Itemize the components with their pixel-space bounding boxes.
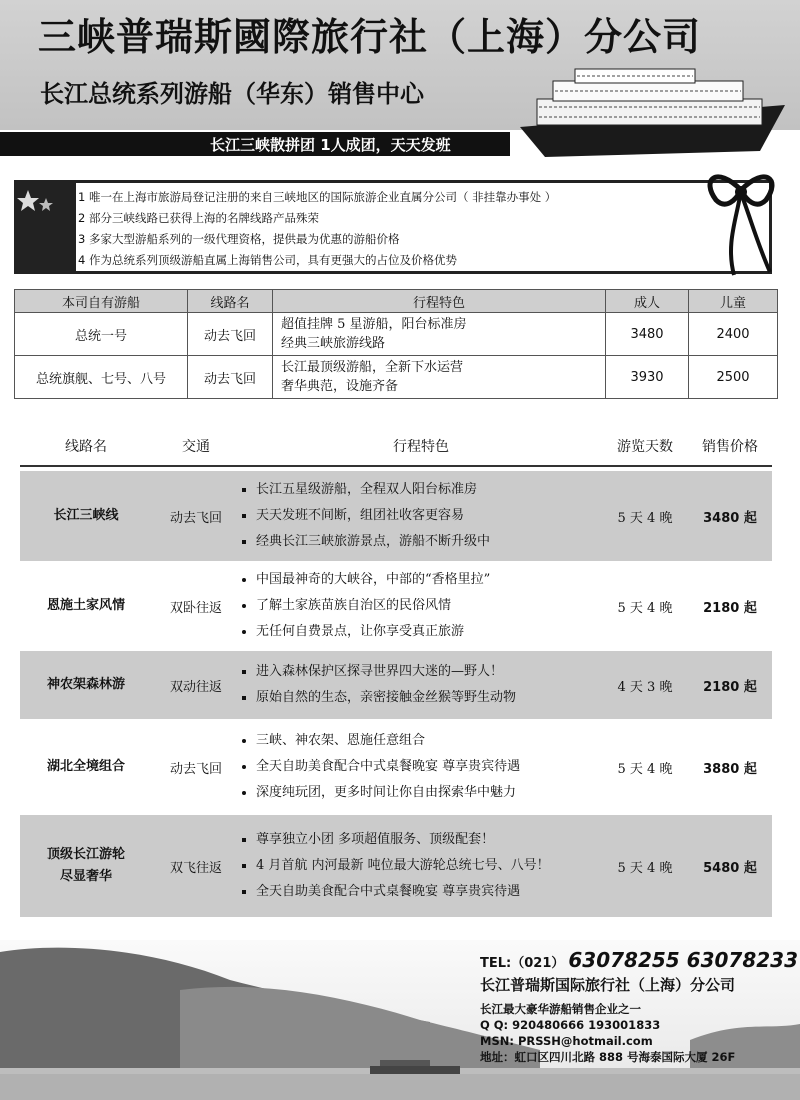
tour-days: 5 天 4 晚 bbox=[617, 600, 673, 616]
features-cell bbox=[273, 313, 606, 356]
sale-price: 2180 起 bbox=[688, 651, 772, 719]
slogan-text: 长江三峡散拼团 1人成团，天天发班 bbox=[210, 136, 451, 154]
ship-price-table bbox=[14, 289, 778, 399]
feature-line: 超值挂牌 5 星游船，阳台标准房 bbox=[281, 317, 467, 332]
column-header: 儿童 bbox=[689, 290, 778, 313]
star-icon bbox=[16, 188, 56, 218]
adult-price: 3930 bbox=[606, 356, 689, 399]
cruise-ship-icon bbox=[515, 65, 790, 160]
company-name: 长江普瑞斯国际旅行社（上海）分公司 bbox=[480, 976, 736, 994]
feature-item: ▪ 尊享独立小团 多项超值服务、顶级配套！ bbox=[256, 827, 602, 853]
feature-item: ▪ 长江五星级游船，全程双人阳台标准房 bbox=[256, 477, 602, 503]
column-header: 成人 bbox=[606, 290, 689, 313]
features-cell bbox=[240, 471, 602, 561]
slogan-bar bbox=[0, 132, 510, 156]
feature-item: ▪ 4 月首航 内河最新 吨位最大游轮总统七号、八号！ bbox=[256, 853, 602, 879]
table-row bbox=[15, 356, 778, 399]
features-cell bbox=[273, 356, 606, 399]
table-header-row bbox=[20, 427, 772, 466]
table-row bbox=[20, 815, 772, 917]
feature-item: ▪ 原始自然的生态，亲密接触金丝猴等野生动物 bbox=[256, 685, 602, 711]
features-cell bbox=[240, 565, 602, 647]
tel-numbers: 63078255 63078233 bbox=[568, 948, 798, 972]
child-price: 2500 bbox=[689, 356, 778, 399]
sale-price: 2180 起 bbox=[703, 600, 757, 616]
feature-item: • 三峡、神农架、恩施任意组合 bbox=[256, 728, 602, 754]
sale-price: 5480 起 bbox=[688, 815, 772, 917]
address: 地址：虹口区四川北路 888 号海泰国际大厦 26F bbox=[480, 1050, 736, 1064]
feature-item: ▪ 全天自助美食配合中式桌餐晚宴 尊享贵宾待遇 bbox=[256, 879, 602, 905]
route-name-line: 长江三峡线 bbox=[53, 508, 119, 523]
sale-price: 3880 起 bbox=[703, 761, 757, 777]
notice-item: 1 唯一在上海市旅游局登记注册的来自三峡地区的国际旅游企业直属分公司（ 非挂靠办事处 ） bbox=[78, 190, 557, 204]
column-header: 交通 bbox=[152, 427, 240, 466]
transport: 双动往返 bbox=[152, 651, 240, 719]
contact-block bbox=[480, 948, 798, 1065]
ship-name: 总统一号 bbox=[15, 313, 188, 356]
tour-days: 5 天 4 晚 bbox=[617, 761, 673, 777]
route-name bbox=[20, 565, 152, 647]
route-name-line: 顶级长江游轮 bbox=[46, 847, 125, 862]
tour-days: 5 天 4 晚 bbox=[602, 815, 688, 917]
page-subtitle: 长江总统系列游船（华东）销售中心 bbox=[40, 80, 424, 108]
table-row bbox=[20, 723, 772, 811]
column-header: 行程特色 bbox=[240, 427, 602, 466]
column-header: 销售价格 bbox=[688, 427, 772, 466]
notice-item: 3 多家大型游船系列的一级代理资格，提供最为优惠的游船价格 bbox=[78, 232, 400, 246]
qq-numbers: Q Q: 920480666 193001833 bbox=[480, 1018, 661, 1032]
feature-item: ▪ 经典长江三峡旅游景点，游船不断升级中 bbox=[256, 529, 602, 555]
ribbon-bow-icon bbox=[696, 160, 786, 280]
feature-line: 经典三峡旅游线路 bbox=[281, 336, 386, 351]
table-row bbox=[15, 313, 778, 356]
column-header: 本司自有游船 bbox=[15, 290, 188, 313]
route-name-line: 湖北全境组合 bbox=[46, 759, 125, 774]
column-header: 行程特色 bbox=[273, 290, 606, 313]
route-name-line: 神农架森林游 bbox=[46, 677, 125, 692]
transport: 双卧往返 bbox=[169, 600, 222, 616]
feature-item: • 深度纯玩团，更多时间让你自由探索华中魅力 bbox=[256, 780, 602, 806]
route-name bbox=[20, 651, 152, 719]
msn-contact: MSN: PRSSH@hotmail.com bbox=[480, 1034, 653, 1048]
notice-item: 4 作为总统系列顶级游船直属上海销售公司，具有更强大的占位及价格优势 bbox=[78, 253, 457, 267]
table-row bbox=[20, 471, 772, 561]
route-name-line: 尽显奢华 bbox=[59, 869, 112, 884]
company-tagline: 长江最大豪华游船销售企业之一 bbox=[480, 1002, 641, 1016]
tour-days: 4 天 3 晚 bbox=[602, 651, 688, 719]
table-row bbox=[20, 651, 772, 719]
feature-item: • 全天自助美食配合中式桌餐晚宴 尊享贵宾待遇 bbox=[256, 754, 602, 780]
notice-box bbox=[14, 180, 772, 274]
route-type: 动去飞回 bbox=[188, 356, 273, 399]
tel-label: TEL:（021） bbox=[480, 956, 565, 971]
column-header: 线路名 bbox=[20, 427, 152, 466]
features-cell bbox=[240, 723, 602, 811]
feature-item: • 了解土家族苗族自治区的民俗风情 bbox=[256, 593, 602, 619]
feature-item: • 中国最神奇的大峡谷，中部的“香格里拉” bbox=[256, 567, 602, 593]
route-name bbox=[20, 471, 152, 561]
route-price-table bbox=[20, 427, 772, 917]
transport: 动去飞回 bbox=[152, 471, 240, 561]
table-header-row bbox=[15, 290, 778, 313]
sale-price: 3480 起 bbox=[688, 471, 772, 561]
ship-name: 总统旗舰、七号、八号 bbox=[15, 356, 188, 399]
features-cell bbox=[240, 651, 602, 719]
adult-price: 3480 bbox=[606, 313, 689, 356]
column-header: 线路名 bbox=[188, 290, 273, 313]
header-banner bbox=[0, 0, 800, 130]
route-name bbox=[20, 723, 152, 811]
feature-item: ▪ 天天发班不间断，组团社收客更容易 bbox=[256, 503, 602, 529]
feature-line: 奢华典范，设施齐备 bbox=[281, 379, 399, 394]
child-price: 2400 bbox=[689, 313, 778, 356]
feature-line: 长江最顶级游船，全新下水运营 bbox=[281, 360, 464, 375]
transport: 双飞往返 bbox=[152, 815, 240, 917]
table-row bbox=[20, 565, 772, 647]
transport: 动去飞回 bbox=[169, 761, 222, 777]
column-header: 游览天数 bbox=[602, 427, 688, 466]
page-title: 三峡普瑞斯國際旅行社（上海）分公司 bbox=[38, 15, 702, 59]
route-type: 动去飞回 bbox=[188, 313, 273, 356]
route-name bbox=[20, 815, 152, 917]
feature-item: ▪ 进入森林保护区探寻世界四大迷的—野人！ bbox=[256, 659, 602, 685]
features-cell bbox=[240, 815, 602, 917]
feature-item: • 无任何自费景点，让你享受真正旅游 bbox=[256, 619, 602, 645]
route-name-line: 恩施土家风情 bbox=[46, 598, 125, 613]
notice-item: 2 部分三峡线路已获得上海的名牌线路产品殊荣 bbox=[78, 211, 319, 225]
phone-line bbox=[480, 948, 798, 972]
tour-days: 5 天 4 晚 bbox=[602, 471, 688, 561]
notice-list bbox=[76, 183, 769, 271]
